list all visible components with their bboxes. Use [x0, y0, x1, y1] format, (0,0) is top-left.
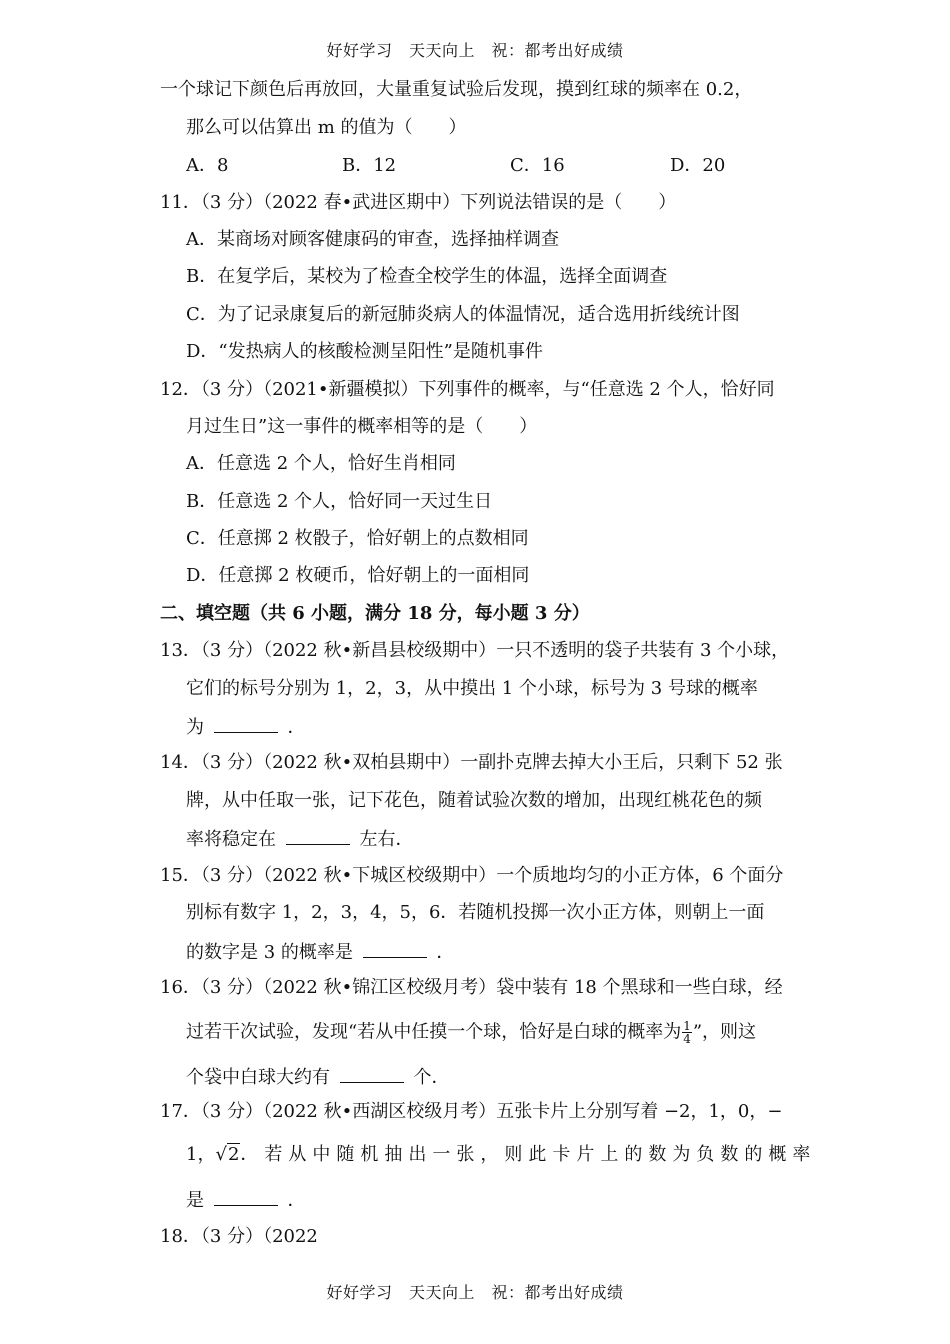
q17-line1: 17．（3 分）（2022 秋•西湖区校级月考）五张卡片上分别写着 −2，1，0，−: [160, 1101, 783, 1122]
section-heading-fill-blank: 二、填空题（共 6 小题，满分 18 分，每小题 3 分）: [160, 603, 590, 624]
q16-fraction-denominator: 4: [683, 1032, 691, 1046]
q17-line3: [186, 1187, 305, 1213]
q16-line3: [186, 1064, 449, 1090]
q10-options: [186, 154, 886, 178]
q14-answer-blank: [286, 826, 350, 845]
q14-text-before-blank: 率将稳定在: [186, 829, 276, 850]
q11-option-a: A．某商场对顾客健康码的审查，选择抽样调查: [186, 229, 559, 250]
q12-option-d: D．任意掷 2 枚硬币，恰好朝上的一面相同: [186, 565, 530, 586]
q17-line2: [186, 1143, 816, 1167]
q13-answer-blank: [214, 714, 278, 733]
q17-sqrt-radicand: 2: [227, 1144, 240, 1165]
q16-answer-blank: [340, 1064, 404, 1083]
q12-line2: 月过生日”这一事件的概率相等的是（ ）: [186, 416, 538, 437]
q10-option-c: C．16: [510, 155, 565, 176]
q13-text-after-blank: ．: [287, 717, 306, 738]
q15-text-before-blank: 的数字是 3 的概率是: [186, 942, 353, 963]
q11-stem: 11．（3 分）（2022 春•武进区期中）下列说法错误的是（ ）: [160, 192, 677, 213]
q16-line2: [186, 1020, 756, 1045]
q11-option-b: B．在复学后，某校为了检查全校学生的体温，选择全面调查: [186, 266, 668, 287]
q15-answer-blank: [363, 939, 427, 958]
q17-text-before-blank: 是: [186, 1190, 204, 1211]
q16-line1: 16．（3 分）（2022 秋•锦江区校级月考）袋中装有 18 个黑球和一些白球，经: [160, 977, 783, 998]
page-header: 好好学习 天天向上 祝：都考出好成绩: [326, 41, 624, 60]
q10-option-b: B．12: [342, 155, 397, 176]
q11-option-d: D．“发热病人的核酸检测呈阳性”是随机事件: [186, 341, 543, 362]
q11-option-c: C．为了记录康复后的新冠肺炎病人的体温情况，适合选用折线统计图: [186, 304, 740, 325]
q17-text-before-sqrt: 1，: [186, 1144, 216, 1165]
q18-line1: 18．（3 分）（2022: [160, 1226, 318, 1247]
q10-option-d: D．20: [670, 155, 726, 176]
q12-option-b: B．任意选 2 个人，恰好同一天过生日: [186, 491, 493, 512]
q17-answer-blank: [214, 1187, 278, 1206]
q15-line3: [186, 939, 454, 965]
q10-line1: 一个球记下颜色后再放回，大量重复试验后发现，摸到红球的频率在 0.2，: [160, 79, 753, 100]
q16-text-after-fraction: ”，则这: [692, 1021, 757, 1043]
q15-text-after-blank: ．: [436, 942, 455, 963]
q16-text-after-blank: 个．: [413, 1067, 450, 1088]
q12-option-c: C．任意掷 2 枚骰子，恰好朝上的点数相同: [186, 528, 529, 549]
q10-option-a: A．8: [186, 155, 229, 176]
q13-text-before-blank: 为: [186, 717, 204, 738]
q16-text-before-blank: 个袋中白球大约有: [186, 1067, 330, 1088]
q14-line1: 14．（3 分）（2022 秋•双柏县期中）一副扑克牌去掉大小王后，只剩下 52 张: [160, 752, 783, 773]
q16-fraction-numerator: 1: [683, 1019, 691, 1033]
q12-option-a: A．任意选 2 个人，恰好生肖相同: [186, 453, 456, 474]
q14-text-after-blank: 左右．: [359, 829, 414, 850]
q10-line2: 那么可以估算出 m 的值为（ ）: [186, 117, 467, 138]
page-footer: 好好学习 天天向上 祝：都考出好成绩: [326, 1283, 624, 1302]
q15-line2: 别标有数字 1，2，3，4，5，6．若随机投掷一次小正方体，则朝上一面: [186, 902, 765, 923]
q17-sqrt-symbol: √: [215, 1144, 227, 1165]
q15-line1: 15．（3 分）（2022 秋•下城区校级期中）一个质地均匀的小正方体，6 个面分: [160, 865, 784, 886]
q16-text-before-fraction: 过若干次试验，发现“若从中任摸一个球，恰好是白球的概率为: [186, 1021, 682, 1043]
q13-line3: [186, 714, 305, 740]
q13-line1: 13．（3 分）（2022 秋•新昌县校级期中）一只不透明的袋子共装有 3 个小球，: [160, 640, 790, 661]
q17-text-after-sqrt: ．若从中随机抽出一张，则此卡片上的数为负数的概率: [240, 1144, 817, 1165]
q13-line2: 它们的标号分别为 1，2，3，从中摸出 1 个小球，标号为 3 号球的概率: [186, 678, 758, 699]
q14-line3: [186, 826, 413, 852]
q14-line2: 牌，从中任取一张，记下花色，随着试验次数的增加，出现红桃花色的频: [186, 790, 762, 811]
q17-sqrt-two: [215, 1143, 240, 1167]
q17-text-after-blank: ．: [287, 1190, 306, 1211]
q12-line1: 12．（3 分）（2021•新疆模拟）下列事件的概率，与“任意选 2 个人，恰好同: [160, 379, 775, 400]
q16-fraction: [682, 1020, 692, 1045]
